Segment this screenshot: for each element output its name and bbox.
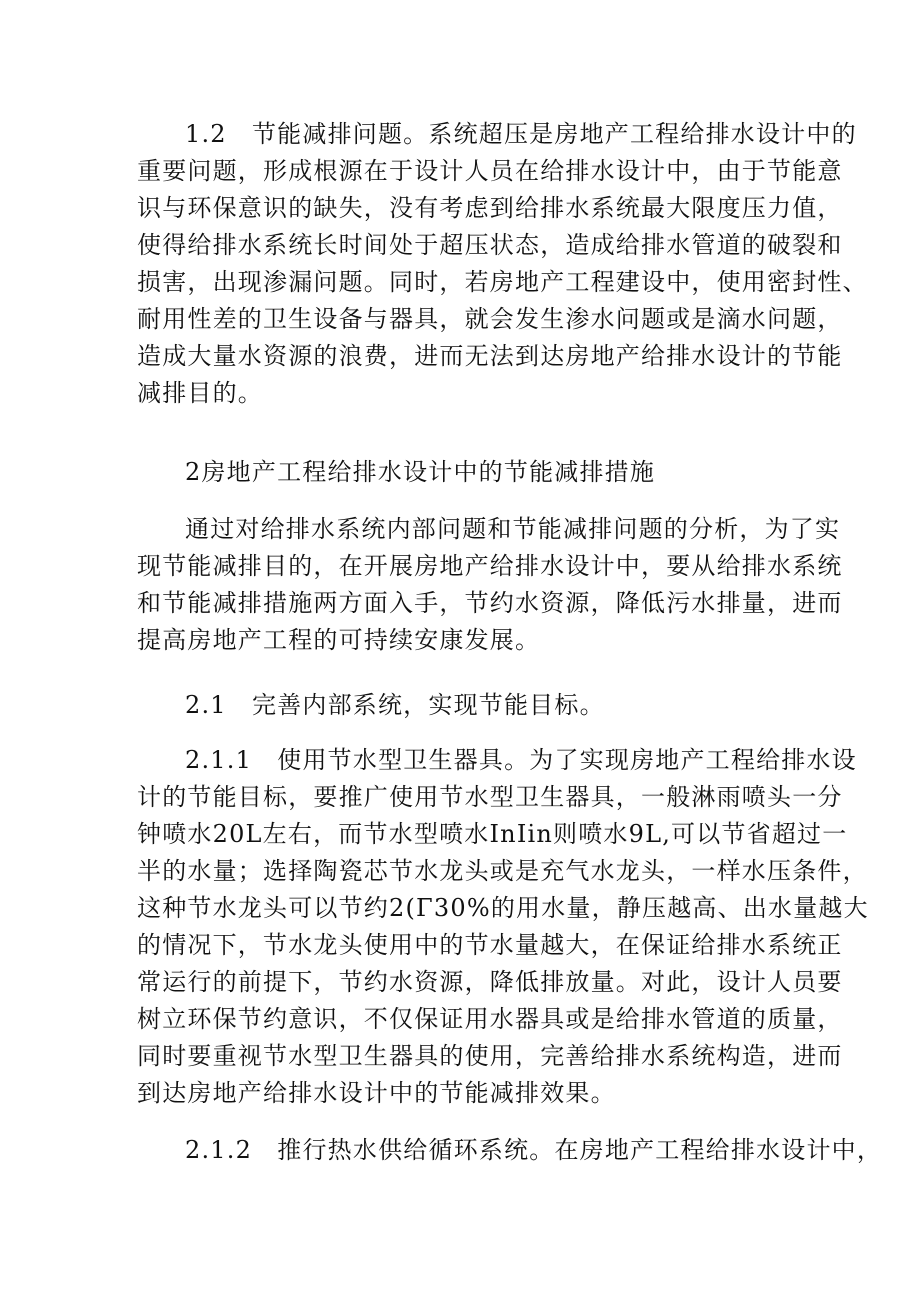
text-line: 到达房地产给排水设计中的节能减排效果。 bbox=[137, 1079, 616, 1107]
text-line: 耐用性差的卫生设备与器具，就会发生渗水问题或是滴水问题， bbox=[137, 305, 843, 333]
text-line: 1.2 节能减排问题。系统超压是房地产工程给排水设计中的 bbox=[185, 120, 857, 148]
text-line: 提高房地产工程的可持续安康发展。 bbox=[137, 626, 541, 654]
text-line: 重要问题，形成根源在于设计人员在给排水设计中，由于节能意 bbox=[137, 157, 843, 185]
text-line: 计的节能目标，要推广使用节水型卫生器具，一般淋雨喷头一分 bbox=[137, 783, 843, 811]
text-line: 2.1.2 推行热水供给循环系统。在房地产工程给排水设计中， bbox=[185, 1136, 883, 1164]
text-line: 钟喷水20L左右，而节水型喷水InIin则喷水9L,可以节省超过一 bbox=[137, 820, 848, 848]
text-line: 同时要重视节水型卫生器具的使用，完善给排水系统构造，进而 bbox=[137, 1042, 843, 1070]
text-line: 使得给排水系统长时间处于超压状态，造成给排水管道的破裂和 bbox=[137, 231, 843, 259]
text-line: 这种节水龙头可以节约2(Γ30%的用水量，静压越高、出水量越大 bbox=[137, 894, 869, 922]
text-line: 现节能减排目的，在开展房地产给排水设计中，要从给排水系统 bbox=[137, 552, 843, 580]
text-line: 通过对给排水系统内部问题和节能减排问题的分析，为了实 bbox=[185, 515, 841, 543]
text-line: 树立环保节约意识，不仅保证用水器具或是给排水管道的质量， bbox=[137, 1005, 843, 1033]
section-heading-2: 2房地产工程给排水设计中的节能减排措施 bbox=[185, 458, 656, 486]
text-line: 常运行的前提下，节约水资源，降低排放量。对此，设计人员要 bbox=[137, 968, 843, 996]
text-line: 2.1.1 使用节水型卫生器具。为了实现房地产工程给排水设 bbox=[185, 746, 857, 774]
text-line: 的情况下，节水龙头使用中的节水量越大，在保证给排水系统正 bbox=[137, 931, 843, 959]
text-line: 识与环保意识的缺失，没有考虑到给排水系统最大限度压力值， bbox=[137, 194, 843, 222]
section-heading-2-1: 2.1 完善内部系统，实现节能目标。 bbox=[185, 691, 605, 719]
text-line: 损害，出现渗漏问题。同时，若房地产工程建设中，使用密封性、 bbox=[137, 268, 868, 296]
text-line: 减排目的。 bbox=[137, 379, 263, 407]
text-line: 和节能减排措施两方面入手，节约水资源，降低污水排量，进而 bbox=[137, 589, 843, 617]
text-line: 半的水量；选择陶瓷芯节水龙头或是充气水龙头，一样水压条件， bbox=[137, 857, 868, 885]
text-line: 造成大量水资源的浪费，进而无法到达房地产给排水设计的节能 bbox=[137, 342, 843, 370]
